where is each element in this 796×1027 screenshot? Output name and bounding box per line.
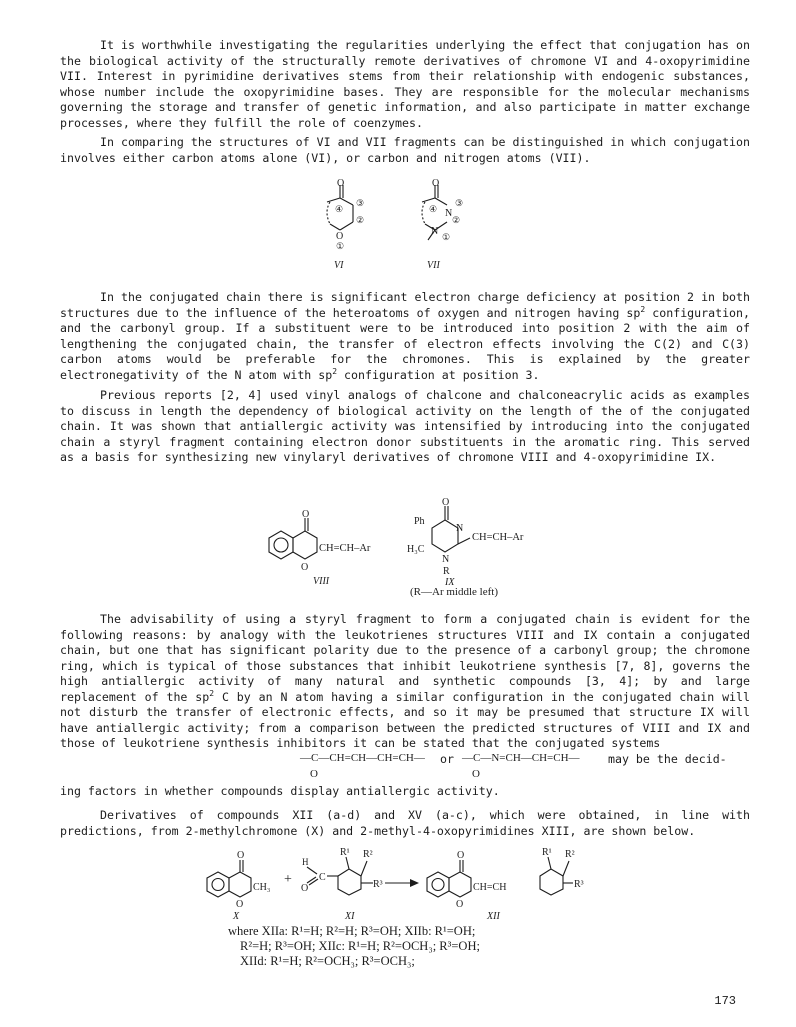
reaction-drawing bbox=[205, 843, 625, 921]
p5-text-b: C by an N atom having a similar configuration in the conjugated chain will not disturb the transfer of electronic effects, and so it may be presumed that structure IX will have antiallergic activity; from a comparison between the predicted structures of VIII and IX and those of leukotriene synthesis inhibitors it can be stated that the conjugated systems bbox=[60, 689, 750, 750]
ix-chain: CH=CH–Ar bbox=[472, 532, 524, 543]
figure-structures-viii-ix bbox=[255, 488, 585, 588]
xi-r1: R¹ bbox=[340, 847, 350, 858]
substituent-line-1: where XIIa: R¹=H; R²=H; R³=OH; XIIb: R¹=OH; bbox=[228, 924, 476, 938]
p3-text-a: In the conjugated chain there is significant electron charge deficiency at position 2 in both structures due to the influence of the heteroatoms of oxygen and nitrogen having sp bbox=[60, 290, 750, 320]
label-vii: VII bbox=[427, 260, 440, 271]
xi-o: O bbox=[301, 883, 309, 894]
vii-num2: ② bbox=[452, 215, 461, 225]
substituent-line-3: XIId: R¹=H; R²=OCH₃; R³=OCH₃; bbox=[240, 954, 415, 968]
viii-oxygen-ring: O bbox=[301, 562, 309, 573]
formula-or: or bbox=[440, 752, 454, 766]
formula-line bbox=[300, 752, 750, 784]
vi-num3: ③ bbox=[356, 198, 365, 208]
formula-chain-2-oxygen: O bbox=[472, 768, 480, 780]
figure-reaction bbox=[205, 843, 625, 921]
vi-num1: ① bbox=[336, 241, 345, 251]
substituent-line-2: R²=H; R³=OH; XIIc: R¹=H; R²=OCH₃; R³=OH; bbox=[240, 939, 480, 953]
plus-sign: + bbox=[284, 872, 292, 887]
vii-nitrogen-3: N bbox=[445, 208, 453, 219]
xi-r3: R³ bbox=[373, 879, 383, 890]
vii-num3: ③ bbox=[455, 198, 464, 208]
vi-num2: ② bbox=[356, 215, 365, 225]
ix-nitrogen-3: N bbox=[456, 523, 464, 534]
vi-oxygen-ring: O bbox=[336, 231, 344, 242]
x-oxygen-top: O bbox=[237, 850, 245, 861]
p5-sup: 2 bbox=[209, 688, 215, 698]
vii-num4: ④ bbox=[429, 204, 438, 214]
ring-ix bbox=[432, 506, 470, 552]
xi-c: C bbox=[319, 872, 326, 883]
paragraph-intro: It is worthwhile investigating the regularities underlying the effect that conjugation has on the biological activity of the structurally remote derivatives of chromone VI and 4-oxopyrimidine VII. Interest in pyrimidine derivatives stems from their relationship with endogenic substances, whose number include the oxopyrimidine bases. They are responsible for the molecular mechanisms governing the storage and transfer of genetic information, and also participate in matter exchange processes, where they fulfill the role of coenzymes. bbox=[60, 38, 750, 130]
ix-oxygen-top: O bbox=[442, 497, 450, 508]
ix-r: R bbox=[443, 566, 450, 577]
ix-ph: Ph bbox=[414, 516, 425, 527]
vi-num4: ④ bbox=[335, 204, 344, 214]
label-vi: VI bbox=[334, 260, 344, 271]
x-ch3: CH₃ bbox=[253, 882, 271, 893]
paragraph-deciding-factors: ing factors in whether compounds display antiallergic activity. bbox=[60, 784, 500, 798]
paragraph-comparison: In comparing the structures of VI and VII fragments can be distinguished in which conjugation involves either carbon atoms alone (VI), or carbon and nitrogen atoms (VII). bbox=[60, 135, 750, 165]
ring-viii bbox=[269, 518, 317, 559]
substituent-definitions bbox=[228, 924, 648, 969]
paragraph-advisability bbox=[60, 612, 750, 752]
p3-sup-1: 2 bbox=[640, 304, 646, 314]
ix-h3c: H₃C bbox=[407, 544, 425, 555]
p3-text-c: configuration at position 3. bbox=[337, 367, 540, 382]
vii-num1: ① bbox=[442, 232, 451, 242]
vii-nitrogen-1: N bbox=[431, 226, 439, 237]
formula-chain-1: —C—CH=CH—CH=CH— bbox=[300, 752, 425, 764]
vii-oxygen-top: O bbox=[432, 178, 440, 189]
figure2-note: (R—Ar middle left) bbox=[410, 586, 498, 598]
paragraph-conjugated-chain bbox=[60, 290, 750, 383]
label-xii: XII bbox=[487, 911, 500, 922]
formula-tail: may be the decid- bbox=[608, 752, 727, 766]
formula-chain-1-oxygen: O bbox=[310, 768, 318, 780]
structures-vi-vii-drawing bbox=[300, 180, 500, 280]
structures-viii-ix-drawing bbox=[255, 488, 585, 588]
xi-r2: R² bbox=[363, 849, 373, 860]
p5-text-a: The advisability of using a styryl fragment to form a conjugated chain is evident for the following reasons: by analogy with the leukotrienes structures VIII and IX contain a conjugated chain, but one that has significant polarity due to the presence of a carbonyl group; the chromone ring, which is typical of those substances that inhibit leukotriene synthesis [7, 8], governs the high antiallergic activity of many natural and synthetic compounds [3, 4]; by and large replacement of the sp bbox=[60, 612, 750, 704]
xii-r1: R¹ bbox=[542, 847, 552, 858]
label-x: X bbox=[233, 911, 240, 922]
xii-r2: R² bbox=[565, 849, 575, 860]
label-ix: IX bbox=[445, 577, 455, 588]
viii-chain: CH=CH–Ar bbox=[319, 543, 371, 554]
xii-r3: R³ bbox=[574, 879, 584, 890]
p3-sup-2: 2 bbox=[332, 366, 338, 376]
xii-oxygen-top: O bbox=[457, 850, 465, 861]
ix-nitrogen-1: N bbox=[442, 554, 450, 565]
paragraph-derivatives: Derivatives of compounds XII (a-d) and XV (a-c), which were obtained, in line with predictions, from 2-methylchromone (X) and 2-methyl-4-oxopyrimidines XIII, are shown below. bbox=[60, 808, 750, 838]
xii-chain: CH=CH bbox=[473, 882, 507, 893]
xi-h: H bbox=[302, 857, 309, 867]
label-viii: VIII bbox=[313, 576, 330, 587]
figure-structures-vi-vii bbox=[300, 180, 500, 280]
p3-text-b: configuration, and the carbonyl group. If a substituent were to be introduced into position 2 with the aim of lengthening the conjugated chain, the transfer of electron effects involving the C(2) and C(3) carbon atoms would be preferable for the chromones. This is explained by the greater electronegativity of the N atom with sp bbox=[60, 305, 750, 382]
label-xi: XI bbox=[345, 911, 355, 922]
x-oxygen-ring: O bbox=[236, 899, 244, 910]
vi-oxygen-top: O bbox=[337, 178, 345, 189]
paragraph-previous-reports: Previous reports [2, 4] used vinyl analogs of chalcone and chalconeacrylic acids as examples to discuss in length the dependency of biological activity on the length of the of the conjugated chain. It was shown that antiallergic activity was intensified by introducing into the conjugated chain a styryl fragment containing electron donor substituents in the aromatic ring. This served as a basis for synthesizing new vinylaryl derivatives of chromone VIII and 4-oxopyrimidine IX. bbox=[60, 388, 750, 464]
viii-oxygen-top: O bbox=[302, 509, 310, 520]
ring-x bbox=[207, 860, 251, 897]
formula-chain-2: —C—N=CH—CH=CH— bbox=[462, 752, 580, 764]
xii-oxygen-ring: O bbox=[456, 899, 464, 910]
page-number: 173 bbox=[714, 994, 736, 1008]
